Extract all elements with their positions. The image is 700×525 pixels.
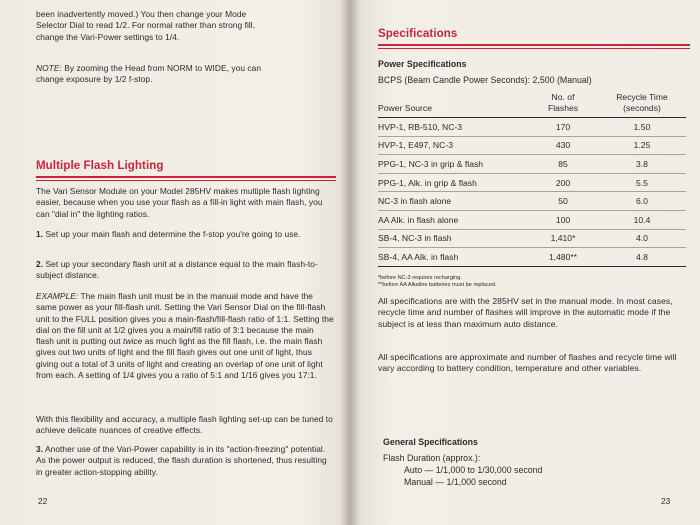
step-2-text: Set up your secondary flash unit at a distance equal to the main flash-to-subject distance. [36,259,318,281]
example-text-2: as much light as the fill flash, i.e. the main flash gives out two units of light and the fill flash gives out one unit of light, thus giving out a total of 3 units of light and creating an overlap of one unit of light from each. A setting of 1/4 gives you a ratio of 5:1 and 1/16 gives you 17:1. [36,336,323,381]
cell-source: SB-4, NC-3 in flash [378,229,528,248]
specs-paragraph-1: All specifications are with the 285HV set in the manual mode. In most cases, recycle time and number of flashes will improve in the automatic mode if the subject is at less than maximum auto distance. [378,296,673,329]
heading-rule [36,176,336,178]
cell-flashes: 170 [528,118,598,137]
cell-flashes: 1,480** [528,248,598,267]
cell-recycle: 1.50 [598,118,686,137]
note-line-2: change exposure by 1/2 f-stop. [36,74,153,85]
intro-line-3: change the Vari-Power settings to 1/4. [36,31,180,42]
table-row [378,155,686,174]
col-power-source: Power Source [378,92,528,118]
step-2-number: 2. [36,259,44,269]
step-3-number: 3. [36,444,44,454]
flash-duration-label: Flash Duration (approx.): [383,453,481,463]
col-recycle [598,92,686,118]
footnote-2: **before AA Alkaline batteries must be replaced. [378,282,497,288]
flash-duration-manual: Manual — 1/1,000 second [404,477,507,487]
col-flashes-label: No. of Flashes [547,92,579,113]
power-specifications-subhead: Power Specifications [378,59,467,69]
cell-flashes: 85 [528,155,598,174]
multiple-flash-heading: Multiple Flash Lighting [36,160,164,172]
cell-flashes: 430 [528,136,598,155]
cell-flashes: 50 [528,192,598,211]
cell-recycle: 3.8 [598,155,686,174]
cell-recycle: 4.0 [598,229,686,248]
example-text: The main flash unit must be in the manual mode and have the same power as your fill-flash unit. Setting the Vari Sensor Dial on the fill-flash unit to the FULL position gives you a main-flash/fill-flash ratio of 1:1. Setting the dial on the fill unit at 1/2 gives you a main/fill ratio of 3:1 because the main flash unit is putting out [36,291,334,347]
right-page [350,0,700,525]
step-1 [36,229,332,240]
cell-recycle: 1.25 [598,136,686,155]
col-recycle-label: Recycle Time (seconds) [616,92,668,113]
cell-flashes: 200 [528,173,598,192]
step-3 [36,444,334,478]
footnotes [378,275,496,289]
cell-source: PPG-1, Alk. in grip & flash [378,173,528,192]
example-emphasis: twice [122,336,143,347]
step-2 [36,259,332,282]
table-header-row [378,92,686,118]
specifications-heading: Specifications [378,28,458,40]
cell-source: SB-4, AA Alk. in flash [378,248,528,267]
table-row [378,136,686,155]
page-number-right: 23 [661,496,671,506]
note-line-1: By zooming the Head from NORM to WIDE, you can [61,63,262,73]
note-paragraph [36,63,336,86]
flexibility-paragraph: With this flexibility and accuracy, a multiple flash lighting set-up can be tuned to achieve delicate nuances of creative effects. [36,414,333,436]
specifications-rule [378,44,690,46]
cell-recycle: 4.8 [598,248,686,267]
intro-line-2: Selector Dial to read 1/2. For normal rather than strong fill, [36,20,256,31]
cell-flashes: 100 [528,210,598,229]
step-1-number: 1. [36,229,44,239]
table-row [378,118,686,137]
cell-flashes: 1,410* [528,229,598,248]
general-specifications-subhead: General Specifications [383,437,478,447]
table-row [378,229,686,248]
cell-source: PPG-1, NC-3 in grip & flash [378,155,528,174]
page-number-left: 22 [38,496,48,506]
step-3-text: Another use of the Vari-Power capability is in its "action-freezing" potential. As the power output is reduced, the flash duration is shortened, thus resulting in greater action-stopping ability. [36,444,327,477]
table-row [378,173,686,192]
specs-paragraph-2: All specifications are approximate and number of flashes and recycle time will vary according to battery condition, temperature and other variables. [378,352,677,374]
cell-source: NC-3 in flash alone [378,192,528,211]
cell-recycle: 5.5 [598,173,686,192]
bcps-line: BCPS (Beam Candle Power Seconds): 2,500 (Manual) [378,75,592,85]
table-row [378,248,686,267]
intro-line-1: been inadvertently moved.) You then change your Mode [36,9,247,19]
intro2-paragraph: The Vari Sensor Module on your Model 285HV makes multiple flash lighting easier, because when you use your flash as a fill-in light with main flash, you can "dial in" the lighting ratios. [36,186,323,219]
note-label: NOTE: [36,63,62,73]
cell-recycle: 6.0 [598,192,686,211]
cell-source: HVP-1, E497, NC-3 [378,136,528,155]
intro-paragraph [36,9,336,43]
specifications-rule-thin [378,48,690,49]
example-label: EXAMPLE: [36,291,79,301]
flash-duration-auto: Auto — 1/1,000 to 1/30,000 second [404,465,543,475]
heading-rule-thin [36,180,336,181]
col-flashes [528,92,598,118]
example-paragraph [36,291,334,381]
table-row [378,210,686,229]
cell-source: HVP-1, RB-510, NC-3 [378,118,528,137]
table-row [378,192,686,211]
cell-source: AA Alk. in flash alone [378,210,528,229]
cell-recycle: 10.4 [598,210,686,229]
step-1-text: Set up your main flash and determine the f-stop you're going to use. [43,229,301,239]
footnote-1: *before NC-3 requires recharging. [378,275,462,281]
power-spec-table [378,92,686,267]
